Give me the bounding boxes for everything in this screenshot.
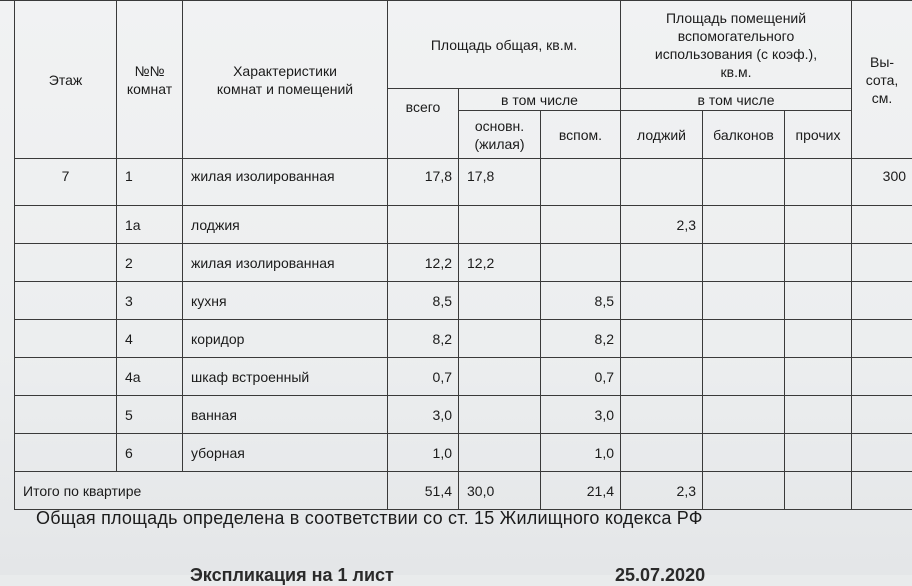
cell-other (785, 396, 852, 434)
totals-aux: 21,4 (541, 472, 621, 510)
cell-other (785, 320, 852, 358)
cell-other (785, 434, 852, 472)
header-total: всего (388, 89, 459, 159)
cell-name: лоджия (183, 206, 388, 244)
table-row (15, 282, 912, 320)
cell-room: 2 (117, 244, 183, 282)
cut-off-text: Экспликация на 1 лист (190, 565, 394, 586)
cell-total: 3,0 (388, 396, 459, 434)
cell-room: 1а (117, 206, 183, 244)
table-row (15, 206, 912, 244)
header-loggias: лоджий (621, 111, 703, 159)
cell-other (785, 244, 852, 282)
cell-name: ванная (183, 396, 388, 434)
cell-main (459, 206, 541, 244)
totals-label: Итого по квартире (15, 472, 388, 510)
header-including-2: в том числе (621, 89, 852, 111)
cell-main (459, 282, 541, 320)
cell-other (785, 282, 852, 320)
table-row (15, 159, 912, 206)
cell-name: жилая изолированная (183, 159, 388, 206)
cell-name: жилая изолированная (183, 244, 388, 282)
cell-height (852, 244, 912, 282)
cell-loggia (621, 282, 703, 320)
cell-name: коридор (183, 320, 388, 358)
cell-room: 1 (117, 159, 183, 206)
cell-main (459, 434, 541, 472)
cell-floor (15, 358, 117, 396)
cell-height (852, 282, 912, 320)
cell-floor: 7 (15, 159, 117, 206)
cell-total: 8,5 (388, 282, 459, 320)
totals-other (785, 472, 852, 510)
cell-room: 4 (117, 320, 183, 358)
table-row (15, 396, 912, 434)
cell-main: 12,2 (459, 244, 541, 282)
cell-main (459, 320, 541, 358)
cell-room: 5 (117, 396, 183, 434)
header-main-living: основн. (жилая) (459, 111, 541, 159)
totals-row (15, 472, 912, 510)
cell-total (388, 206, 459, 244)
header-room-number: №№ комнат (117, 1, 183, 159)
cell-height (852, 358, 912, 396)
cell-loggia (621, 159, 703, 206)
cell-height (852, 206, 912, 244)
cell-balcony (703, 320, 785, 358)
header-characteristics: Характеристики комнат и помещений (183, 1, 388, 159)
cell-floor (15, 206, 117, 244)
cell-balcony (703, 159, 785, 206)
header-total-area: Площадь общая, кв.м. (388, 1, 621, 89)
cell-balcony (703, 358, 785, 396)
cell-balcony (703, 206, 785, 244)
cell-height (852, 320, 912, 358)
cell-loggia (621, 396, 703, 434)
cell-aux: 8,5 (541, 282, 621, 320)
cell-loggia (621, 358, 703, 396)
cell-total: 1,0 (388, 434, 459, 472)
explication-table (14, 0, 912, 510)
cell-floor (15, 434, 117, 472)
cell-name: шкаф встроенный (183, 358, 388, 396)
totals-total: 51,4 (388, 472, 459, 510)
cell-room: 6 (117, 434, 183, 472)
cell-aux: 3,0 (541, 396, 621, 434)
cell-room: 4а (117, 358, 183, 396)
header-floor: Этаж (15, 1, 117, 159)
cell-other (785, 206, 852, 244)
header-aux-area: Площадь помещений вспомогательного использования (с коэф.), кв.м. (621, 1, 852, 89)
cell-aux: 0,7 (541, 358, 621, 396)
cell-total: 17,8 (388, 159, 459, 206)
cut-off-date: 25.07.2020 (615, 565, 705, 586)
header-height: Вы- сота, см. (852, 1, 912, 159)
cell-loggia (621, 320, 703, 358)
cell-total: 0,7 (388, 358, 459, 396)
cell-name: кухня (183, 282, 388, 320)
cell-other (785, 159, 852, 206)
cell-loggia (621, 244, 703, 282)
cell-loggia: 2,3 (621, 206, 703, 244)
header-aux: вспом. (541, 111, 621, 159)
cell-main: 17,8 (459, 159, 541, 206)
cell-aux: 1,0 (541, 434, 621, 472)
cell-aux (541, 244, 621, 282)
cell-main (459, 358, 541, 396)
cell-main (459, 396, 541, 434)
cell-balcony (703, 396, 785, 434)
cell-height: 300 (852, 159, 912, 206)
cell-aux (541, 206, 621, 244)
cell-name: уборная (183, 434, 388, 472)
cell-floor (15, 244, 117, 282)
totals-main: 30,0 (459, 472, 541, 510)
cell-balcony (703, 282, 785, 320)
table-row (15, 358, 912, 396)
cell-height (852, 434, 912, 472)
table-row (15, 244, 912, 282)
cell-balcony (703, 434, 785, 472)
table-row (15, 320, 912, 358)
cell-other (785, 358, 852, 396)
cell-floor (15, 396, 117, 434)
cell-loggia (621, 434, 703, 472)
cell-height (852, 396, 912, 434)
cell-aux (541, 159, 621, 206)
cell-total: 8,2 (388, 320, 459, 358)
cell-balcony (703, 244, 785, 282)
area-footnote: Общая площадь определена в соответствии со ст. 15 Жилищного кодекса РФ (36, 508, 703, 529)
totals-loggia: 2,3 (621, 472, 703, 510)
totals-balcony (703, 472, 785, 510)
cell-floor (15, 282, 117, 320)
totals-height (852, 472, 912, 510)
cell-aux: 8,2 (541, 320, 621, 358)
cell-floor (15, 320, 117, 358)
cell-total: 12,2 (388, 244, 459, 282)
header-including-1: в том числе (459, 89, 621, 111)
header-balconies: балконов (703, 111, 785, 159)
cell-room: 3 (117, 282, 183, 320)
header-other: прочих (785, 111, 852, 159)
table-row (15, 434, 912, 472)
